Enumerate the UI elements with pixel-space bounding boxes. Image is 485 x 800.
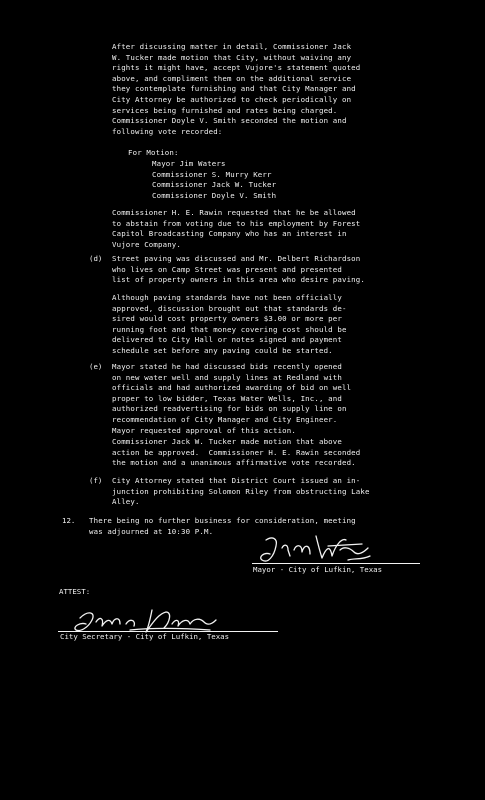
- motion-paragraph: [112, 42, 360, 137]
- attest-label: ATTEST:: [59, 587, 91, 596]
- mayor-signature: [258, 530, 378, 570]
- text-line: junction prohibiting Solomon Riley from obstructing Lake: [112, 486, 370, 496]
- text-line: W. Tucker made motion that City, without waiving any: [112, 52, 352, 62]
- item-e-paragraph-1: [112, 362, 351, 436]
- text-line: officials and had authorized awarding of bid on well: [112, 383, 352, 393]
- text-line: After discussing matter in detail, Commissioner Jack: [112, 42, 352, 51]
- text-line: services being furnished and rates being charged.: [112, 105, 338, 115]
- text-line: schedule set before any paving could be started.: [112, 345, 333, 355]
- text-line: Street paving was discussed and Mr. Delbert Richardson: [112, 254, 361, 263]
- item-d-paragraph-1: [112, 254, 365, 286]
- text-line: Mayor stated he had discussed bids recently opened: [112, 362, 342, 371]
- text-line: Alley.: [112, 497, 140, 507]
- text-line: following vote recorded:: [112, 126, 223, 136]
- item-e-label: (e): [89, 362, 103, 371]
- item-f-label: (f): [89, 476, 103, 485]
- text-line: authorized readvertising for bids on supply line on: [112, 404, 347, 414]
- text-line: There being no further business for consideration, meeting: [89, 516, 356, 525]
- item-e-paragraph-2: [112, 437, 360, 469]
- voter-name: Commissioner S. Murry Kerr: [152, 169, 272, 179]
- text-line: Commissioner Doyle V. Smith seconded the motion and: [112, 116, 347, 126]
- text-line: rights it might have, accept Vujore's statement quoted: [112, 63, 361, 73]
- text-line: running foot and that money covering cost should be: [112, 324, 347, 334]
- item-d-paragraph-2: [112, 293, 347, 357]
- abstention-paragraph: [112, 208, 360, 250]
- text-line: on new water well and supply lines at Redland with: [112, 372, 342, 382]
- text-line: was adjourned at 10:30 P.M.: [89, 526, 214, 536]
- item-d-label: (d): [89, 254, 103, 263]
- text-line: proper to low bidder, Texas Water Wells, Inc., and: [112, 393, 342, 403]
- text-line: above, and compliment them on the additional service: [112, 73, 352, 83]
- text-line: delivered to City Hall or notes signed and payment: [112, 335, 342, 345]
- voter-name: Mayor Jim Waters: [152, 159, 226, 168]
- secretary-caption: City Secretary - City of Lufkin, Texas: [60, 632, 230, 641]
- text-line: Capitol Broadcasting Company who has an interest in: [112, 229, 347, 239]
- text-line: action be approved. Commissioner H. E. Rawin seconded: [112, 447, 361, 457]
- voter-name: Commissioner Jack W. Tucker: [152, 180, 277, 190]
- text-line: they contemplate furnishing and that City Manager and: [112, 84, 356, 94]
- item-f-paragraph: [112, 476, 370, 508]
- section-12-number: 12.: [62, 516, 76, 525]
- mayor-signature-line: [252, 563, 420, 564]
- text-line: City Attorney be authorized to check periodically on: [112, 94, 352, 104]
- mayor-caption: Mayor - City of Lufkin, Texas: [253, 565, 383, 574]
- text-line: Commissioner Jack W. Tucker made motion that above: [112, 437, 342, 446]
- text-line: Mayor requested approval of this action.: [112, 425, 296, 435]
- text-line: Although paving standards have not been officially: [112, 293, 342, 302]
- text-line: City Attorney stated that District Court issued an in-: [112, 476, 361, 485]
- text-line: list of property owners in this area who desire paving.: [112, 275, 365, 285]
- text-line: Commissioner H. E. Rawin requested that he be allowed: [112, 208, 356, 217]
- vote-name-list: [152, 159, 276, 201]
- text-line: who lives on Camp Street was present and presented: [112, 264, 342, 274]
- text-line: to abstain from voting due to his employment by Forest: [112, 218, 361, 228]
- text-line: approved, discussion brought out that standards de-: [112, 303, 347, 313]
- vote-heading: For Motion:: [128, 148, 179, 157]
- text-line: sired would cost property owners $3.00 or more per: [112, 314, 342, 324]
- text-line: Vujore Company.: [112, 239, 181, 249]
- text-line: recommendation of City Manager and City Engineer.: [112, 414, 338, 424]
- text-line: the motion and a unanimous affirmative vote recorded.: [112, 458, 356, 468]
- voter-name: Commissioner Doyle V. Smith: [152, 190, 277, 200]
